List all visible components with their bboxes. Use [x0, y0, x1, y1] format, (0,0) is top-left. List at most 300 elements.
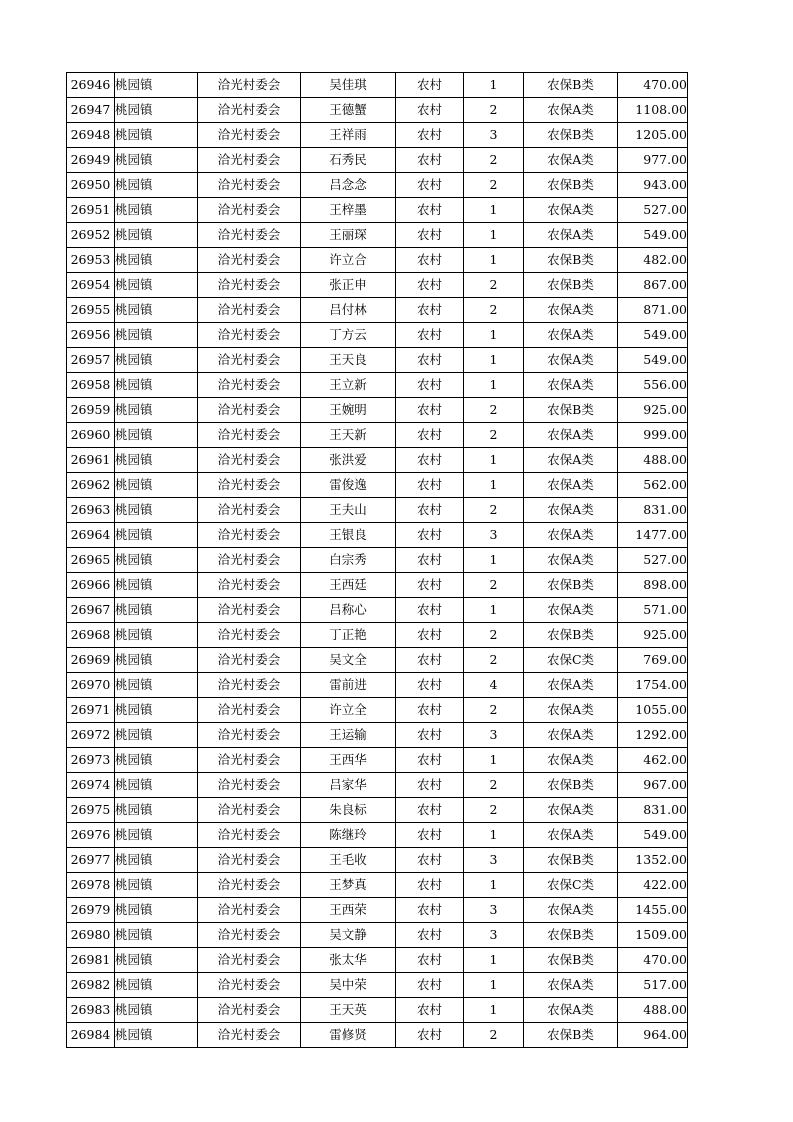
household-count-cell: 1 — [464, 873, 524, 898]
amount-cell: 964.00 — [618, 1023, 688, 1048]
record-id-cell: 26948 — [67, 123, 115, 148]
village-committee-cell: 洽光村委会 — [198, 848, 301, 873]
person-name-cell: 张太华 — [301, 948, 396, 973]
household-count-cell: 1 — [464, 598, 524, 623]
table-row — [67, 548, 688, 573]
amount-cell: 943.00 — [618, 173, 688, 198]
record-id-cell: 26979 — [67, 898, 115, 923]
town-cell: 桃园镇 — [115, 848, 198, 873]
insurance-category-cell: 农保A类 — [524, 598, 618, 623]
amount-cell: 1477.00 — [618, 523, 688, 548]
insurance-category-cell: 农保B类 — [524, 1023, 618, 1048]
table-row — [67, 348, 688, 373]
person-name-cell: 吴文全 — [301, 648, 396, 673]
area-type-cell: 农村 — [396, 723, 464, 748]
amount-cell: 527.00 — [618, 198, 688, 223]
town-cell: 桃园镇 — [115, 573, 198, 598]
insurance-category-cell: 农保C类 — [524, 873, 618, 898]
amount-cell: 769.00 — [618, 648, 688, 673]
area-type-cell: 农村 — [396, 148, 464, 173]
area-type-cell: 农村 — [396, 798, 464, 823]
insurance-category-cell: 农保A类 — [524, 498, 618, 523]
town-cell: 桃园镇 — [115, 648, 198, 673]
village-committee-cell: 洽光村委会 — [198, 223, 301, 248]
area-type-cell: 农村 — [396, 873, 464, 898]
area-type-cell: 农村 — [396, 548, 464, 573]
table-row — [67, 1023, 688, 1048]
amount-cell: 527.00 — [618, 548, 688, 573]
record-id-cell: 26964 — [67, 523, 115, 548]
household-count-cell: 3 — [464, 923, 524, 948]
table-row — [67, 398, 688, 423]
household-count-cell: 2 — [464, 398, 524, 423]
area-type-cell: 农村 — [396, 573, 464, 598]
town-cell: 桃园镇 — [115, 298, 198, 323]
area-type-cell: 农村 — [396, 248, 464, 273]
record-id-cell: 26973 — [67, 748, 115, 773]
person-name-cell: 吴中荣 — [301, 973, 396, 998]
record-id-cell: 26950 — [67, 173, 115, 198]
person-name-cell: 王立新 — [301, 373, 396, 398]
area-type-cell: 农村 — [396, 898, 464, 923]
insurance-category-cell: 农保B类 — [524, 398, 618, 423]
village-committee-cell: 洽光村委会 — [198, 273, 301, 298]
insurance-category-cell: 农保A类 — [524, 748, 618, 773]
amount-cell: 1055.00 — [618, 698, 688, 723]
amount-cell: 977.00 — [618, 148, 688, 173]
record-id-cell: 26972 — [67, 723, 115, 748]
area-type-cell: 农村 — [396, 948, 464, 973]
household-count-cell: 2 — [464, 773, 524, 798]
record-id-cell: 26960 — [67, 423, 115, 448]
village-committee-cell: 洽光村委会 — [198, 548, 301, 573]
household-count-cell: 3 — [464, 523, 524, 548]
household-count-cell: 2 — [464, 98, 524, 123]
town-cell: 桃园镇 — [115, 423, 198, 448]
village-committee-cell: 洽光村委会 — [198, 348, 301, 373]
insurance-category-cell: 农保A类 — [524, 823, 618, 848]
person-name-cell: 王西荣 — [301, 898, 396, 923]
household-count-cell: 1 — [464, 473, 524, 498]
person-name-cell: 王婉明 — [301, 398, 396, 423]
amount-cell: 549.00 — [618, 223, 688, 248]
table-row — [67, 823, 688, 848]
area-type-cell: 农村 — [396, 348, 464, 373]
person-name-cell: 王德蟹 — [301, 98, 396, 123]
table-row — [67, 873, 688, 898]
table-row — [67, 698, 688, 723]
insurance-category-cell: 农保A类 — [524, 473, 618, 498]
person-name-cell: 王毛收 — [301, 848, 396, 873]
household-count-cell: 2 — [464, 423, 524, 448]
table-row — [67, 173, 688, 198]
household-count-cell: 1 — [464, 323, 524, 348]
town-cell: 桃园镇 — [115, 398, 198, 423]
record-id-cell: 26984 — [67, 1023, 115, 1048]
area-type-cell: 农村 — [396, 623, 464, 648]
town-cell: 桃园镇 — [115, 273, 198, 298]
village-committee-cell: 洽光村委会 — [198, 398, 301, 423]
household-count-cell: 2 — [464, 173, 524, 198]
village-committee-cell: 洽光村委会 — [198, 598, 301, 623]
person-name-cell: 王祥雨 — [301, 123, 396, 148]
household-count-cell: 3 — [464, 123, 524, 148]
insurance-category-cell: 农保A类 — [524, 348, 618, 373]
table-row — [67, 973, 688, 998]
amount-cell: 831.00 — [618, 798, 688, 823]
record-id-cell: 26959 — [67, 398, 115, 423]
town-cell: 桃园镇 — [115, 523, 198, 548]
amount-cell: 462.00 — [618, 748, 688, 773]
village-committee-cell: 洽光村委会 — [198, 623, 301, 648]
record-id-cell: 26955 — [67, 298, 115, 323]
village-committee-cell: 洽光村委会 — [198, 473, 301, 498]
household-count-cell: 3 — [464, 898, 524, 923]
household-count-cell: 2 — [464, 148, 524, 173]
roster-table — [66, 72, 688, 1048]
village-committee-cell: 洽光村委会 — [198, 173, 301, 198]
record-id-cell: 26980 — [67, 923, 115, 948]
town-cell: 桃园镇 — [115, 873, 198, 898]
insurance-category-cell: 农保A类 — [524, 323, 618, 348]
area-type-cell: 农村 — [396, 73, 464, 98]
household-count-cell: 4 — [464, 673, 524, 698]
household-count-cell: 1 — [464, 998, 524, 1023]
area-type-cell: 农村 — [396, 198, 464, 223]
town-cell: 桃园镇 — [115, 498, 198, 523]
amount-cell: 999.00 — [618, 423, 688, 448]
record-id-cell: 26971 — [67, 698, 115, 723]
town-cell: 桃园镇 — [115, 373, 198, 398]
insurance-category-cell: 农保B类 — [524, 848, 618, 873]
record-id-cell: 26969 — [67, 648, 115, 673]
amount-cell: 1205.00 — [618, 123, 688, 148]
record-id-cell: 26962 — [67, 473, 115, 498]
person-name-cell: 王夫山 — [301, 498, 396, 523]
area-type-cell: 农村 — [396, 448, 464, 473]
area-type-cell: 农村 — [396, 223, 464, 248]
household-count-cell: 3 — [464, 848, 524, 873]
record-id-cell: 26952 — [67, 223, 115, 248]
table-row — [67, 498, 688, 523]
table-row — [67, 623, 688, 648]
household-count-cell: 2 — [464, 648, 524, 673]
household-count-cell: 2 — [464, 573, 524, 598]
village-committee-cell: 洽光村委会 — [198, 748, 301, 773]
village-committee-cell: 洽光村委会 — [198, 948, 301, 973]
table-row — [67, 298, 688, 323]
household-count-cell: 2 — [464, 498, 524, 523]
town-cell: 桃园镇 — [115, 898, 198, 923]
amount-cell: 470.00 — [618, 948, 688, 973]
person-name-cell: 许立全 — [301, 698, 396, 723]
area-type-cell: 农村 — [396, 173, 464, 198]
town-cell: 桃园镇 — [115, 548, 198, 573]
insurance-category-cell: 农保A类 — [524, 423, 618, 448]
area-type-cell: 农村 — [396, 823, 464, 848]
amount-cell: 488.00 — [618, 998, 688, 1023]
amount-cell: 562.00 — [618, 473, 688, 498]
person-name-cell: 王天良 — [301, 348, 396, 373]
insurance-category-cell: 农保A类 — [524, 298, 618, 323]
table-row — [67, 248, 688, 273]
town-cell: 桃园镇 — [115, 248, 198, 273]
person-name-cell: 王丽琛 — [301, 223, 396, 248]
record-id-cell: 26957 — [67, 348, 115, 373]
household-count-cell: 1 — [464, 223, 524, 248]
person-name-cell: 王梦真 — [301, 873, 396, 898]
village-committee-cell: 洽光村委会 — [198, 148, 301, 173]
village-committee-cell: 洽光村委会 — [198, 73, 301, 98]
town-cell: 桃园镇 — [115, 973, 198, 998]
table-row — [67, 423, 688, 448]
village-committee-cell: 洽光村委会 — [198, 573, 301, 598]
insurance-category-cell: 农保A类 — [524, 148, 618, 173]
amount-cell: 556.00 — [618, 373, 688, 398]
town-cell: 桃园镇 — [115, 798, 198, 823]
amount-cell: 831.00 — [618, 498, 688, 523]
person-name-cell: 王运输 — [301, 723, 396, 748]
village-committee-cell: 洽光村委会 — [198, 798, 301, 823]
record-id-cell: 26974 — [67, 773, 115, 798]
village-committee-cell: 洽光村委会 — [198, 498, 301, 523]
area-type-cell: 农村 — [396, 1023, 464, 1048]
table-row — [67, 798, 688, 823]
insurance-category-cell: 农保B类 — [524, 248, 618, 273]
insurance-category-cell: 农保A类 — [524, 973, 618, 998]
amount-cell: 1754.00 — [618, 673, 688, 698]
person-name-cell: 朱良标 — [301, 798, 396, 823]
household-count-cell: 2 — [464, 798, 524, 823]
amount-cell: 925.00 — [618, 398, 688, 423]
village-committee-cell: 洽光村委会 — [198, 373, 301, 398]
table-row — [67, 98, 688, 123]
insurance-category-cell: 农保B类 — [524, 923, 618, 948]
table-row — [67, 473, 688, 498]
table-row — [67, 923, 688, 948]
area-type-cell: 农村 — [396, 998, 464, 1023]
village-committee-cell: 洽光村委会 — [198, 1023, 301, 1048]
insurance-category-cell: 农保B类 — [524, 623, 618, 648]
record-id-cell: 26965 — [67, 548, 115, 573]
household-count-cell: 1 — [464, 73, 524, 98]
person-name-cell: 吕家华 — [301, 773, 396, 798]
amount-cell: 1292.00 — [618, 723, 688, 748]
record-id-cell: 26975 — [67, 798, 115, 823]
household-count-cell: 2 — [464, 623, 524, 648]
table-row — [67, 448, 688, 473]
household-count-cell: 1 — [464, 973, 524, 998]
insurance-category-cell: 农保B类 — [524, 573, 618, 598]
household-count-cell: 1 — [464, 448, 524, 473]
record-id-cell: 26961 — [67, 448, 115, 473]
insurance-category-cell: 农保B类 — [524, 273, 618, 298]
person-name-cell: 张洪爱 — [301, 448, 396, 473]
town-cell: 桃园镇 — [115, 173, 198, 198]
household-count-cell: 2 — [464, 698, 524, 723]
household-count-cell: 1 — [464, 548, 524, 573]
record-id-cell: 26963 — [67, 498, 115, 523]
person-name-cell: 陈继玲 — [301, 823, 396, 848]
amount-cell: 571.00 — [618, 598, 688, 623]
village-committee-cell: 洽光村委会 — [198, 648, 301, 673]
table-row — [67, 523, 688, 548]
table-row — [67, 323, 688, 348]
area-type-cell: 农村 — [396, 598, 464, 623]
roster-table-body — [67, 73, 688, 1048]
town-cell: 桃园镇 — [115, 948, 198, 973]
area-type-cell: 农村 — [396, 848, 464, 873]
person-name-cell: 王西廷 — [301, 573, 396, 598]
insurance-category-cell: 农保B类 — [524, 123, 618, 148]
area-type-cell: 农村 — [396, 273, 464, 298]
person-name-cell: 王西华 — [301, 748, 396, 773]
area-type-cell: 农村 — [396, 973, 464, 998]
amount-cell: 1108.00 — [618, 98, 688, 123]
record-id-cell: 26966 — [67, 573, 115, 598]
table-row — [67, 373, 688, 398]
area-type-cell: 农村 — [396, 648, 464, 673]
village-committee-cell: 洽光村委会 — [198, 973, 301, 998]
person-name-cell: 吕付林 — [301, 298, 396, 323]
table-row — [67, 773, 688, 798]
record-id-cell: 26968 — [67, 623, 115, 648]
person-name-cell: 雷修贤 — [301, 1023, 396, 1048]
amount-cell: 967.00 — [618, 773, 688, 798]
table-row — [67, 123, 688, 148]
household-count-cell: 1 — [464, 348, 524, 373]
town-cell: 桃园镇 — [115, 323, 198, 348]
amount-cell: 422.00 — [618, 873, 688, 898]
person-name-cell: 石秀民 — [301, 148, 396, 173]
record-id-cell: 26967 — [67, 598, 115, 623]
town-cell: 桃园镇 — [115, 1023, 198, 1048]
record-id-cell: 26956 — [67, 323, 115, 348]
person-name-cell: 丁正艳 — [301, 623, 396, 648]
insurance-category-cell: 农保B类 — [524, 948, 618, 973]
insurance-category-cell: 农保A类 — [524, 698, 618, 723]
insurance-category-cell: 农保A类 — [524, 98, 618, 123]
village-committee-cell: 洽光村委会 — [198, 523, 301, 548]
village-committee-cell: 洽光村委会 — [198, 873, 301, 898]
amount-cell: 898.00 — [618, 573, 688, 598]
amount-cell: 549.00 — [618, 348, 688, 373]
area-type-cell: 农村 — [396, 698, 464, 723]
amount-cell: 470.00 — [618, 73, 688, 98]
town-cell: 桃园镇 — [115, 748, 198, 773]
village-committee-cell: 洽光村委会 — [198, 723, 301, 748]
town-cell: 桃园镇 — [115, 198, 198, 223]
person-name-cell: 王天英 — [301, 998, 396, 1023]
insurance-category-cell: 农保A类 — [524, 373, 618, 398]
record-id-cell: 26946 — [67, 73, 115, 98]
amount-cell: 517.00 — [618, 973, 688, 998]
table-row — [67, 673, 688, 698]
table-row — [67, 898, 688, 923]
town-cell: 桃园镇 — [115, 73, 198, 98]
insurance-category-cell: 农保A类 — [524, 723, 618, 748]
record-id-cell: 26977 — [67, 848, 115, 873]
amount-cell: 1352.00 — [618, 848, 688, 873]
record-id-cell: 26947 — [67, 98, 115, 123]
record-id-cell: 26983 — [67, 998, 115, 1023]
table-row — [67, 598, 688, 623]
person-name-cell: 吴佳琪 — [301, 73, 396, 98]
table-row — [67, 198, 688, 223]
area-type-cell: 农村 — [396, 423, 464, 448]
amount-cell: 925.00 — [618, 623, 688, 648]
insurance-category-cell: 农保A类 — [524, 198, 618, 223]
insurance-category-cell: 农保C类 — [524, 648, 618, 673]
town-cell: 桃园镇 — [115, 823, 198, 848]
table-row — [67, 648, 688, 673]
town-cell: 桃园镇 — [115, 773, 198, 798]
town-cell: 桃园镇 — [115, 598, 198, 623]
village-committee-cell: 洽光村委会 — [198, 898, 301, 923]
household-count-cell: 2 — [464, 273, 524, 298]
table-row — [67, 848, 688, 873]
table-row — [67, 273, 688, 298]
person-name-cell: 张正申 — [301, 273, 396, 298]
area-type-cell: 农村 — [396, 398, 464, 423]
area-type-cell: 农村 — [396, 498, 464, 523]
table-row — [67, 948, 688, 973]
area-type-cell: 农村 — [396, 523, 464, 548]
amount-cell: 488.00 — [618, 448, 688, 473]
household-count-cell: 3 — [464, 723, 524, 748]
amount-cell: 1455.00 — [618, 898, 688, 923]
record-id-cell: 26949 — [67, 148, 115, 173]
person-name-cell: 王梓墨 — [301, 198, 396, 223]
town-cell: 桃园镇 — [115, 673, 198, 698]
person-name-cell: 吕称心 — [301, 598, 396, 623]
person-name-cell: 王银良 — [301, 523, 396, 548]
town-cell: 桃园镇 — [115, 998, 198, 1023]
household-count-cell: 1 — [464, 748, 524, 773]
village-committee-cell: 洽光村委会 — [198, 923, 301, 948]
town-cell: 桃园镇 — [115, 123, 198, 148]
insurance-category-cell: 农保A类 — [524, 548, 618, 573]
person-name-cell: 雷前进 — [301, 673, 396, 698]
record-id-cell: 26951 — [67, 198, 115, 223]
insurance-category-cell: 农保A类 — [524, 223, 618, 248]
amount-cell: 1509.00 — [618, 923, 688, 948]
record-id-cell: 26976 — [67, 823, 115, 848]
village-committee-cell: 洽光村委会 — [198, 98, 301, 123]
insurance-category-cell: 农保A类 — [524, 898, 618, 923]
amount-cell: 871.00 — [618, 298, 688, 323]
amount-cell: 867.00 — [618, 273, 688, 298]
insurance-category-cell: 农保A类 — [524, 448, 618, 473]
amount-cell: 549.00 — [618, 823, 688, 848]
town-cell: 桃园镇 — [115, 698, 198, 723]
table-row — [67, 148, 688, 173]
person-name-cell: 丁方云 — [301, 323, 396, 348]
village-committee-cell: 洽光村委会 — [198, 123, 301, 148]
area-type-cell: 农村 — [396, 773, 464, 798]
table-row — [67, 998, 688, 1023]
town-cell: 桃园镇 — [115, 473, 198, 498]
village-committee-cell: 洽光村委会 — [198, 448, 301, 473]
insurance-category-cell: 农保A类 — [524, 998, 618, 1023]
village-committee-cell: 洽光村委会 — [198, 423, 301, 448]
area-type-cell: 农村 — [396, 473, 464, 498]
insurance-category-cell: 农保A类 — [524, 673, 618, 698]
person-name-cell: 吴文静 — [301, 923, 396, 948]
village-committee-cell: 洽光村委会 — [198, 823, 301, 848]
amount-cell: 549.00 — [618, 323, 688, 348]
village-committee-cell: 洽光村委会 — [198, 198, 301, 223]
